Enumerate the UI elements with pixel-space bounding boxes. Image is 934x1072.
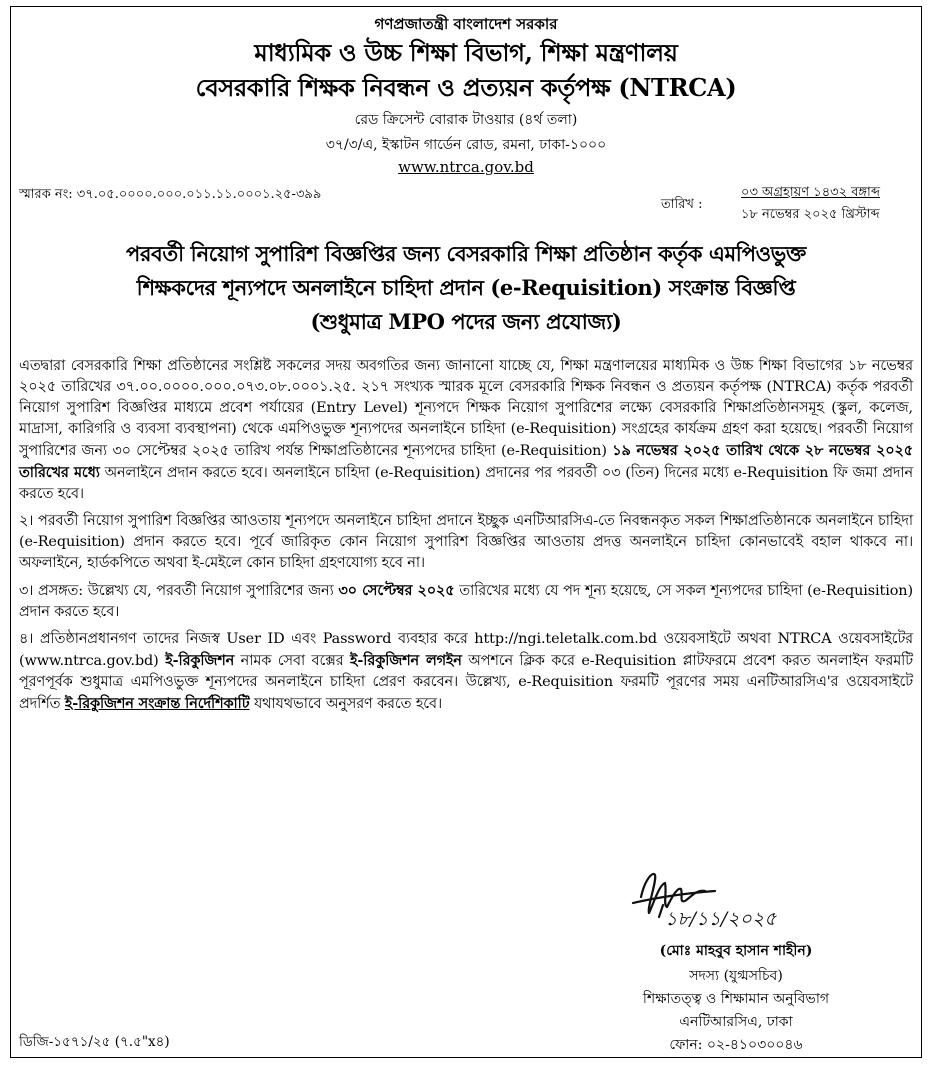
paragraph-1 bbox=[19, 356, 913, 505]
signatory-designation: সদস্য (যুগ্মসচিব) bbox=[689, 968, 783, 984]
signatory-office: এনটিআরসিএ, ঢাকা bbox=[679, 1014, 793, 1030]
paragraph-3-date: ৩০ সেপ্টেম্বর ২০২৫ bbox=[338, 582, 455, 599]
memo-number: স্মারক নং: ৩৭.০৫.০০০০.০০০.০১১.১১.০০০১.২৫-৩৯৯ bbox=[19, 187, 322, 202]
paragraph-1-text-a: এতদ্বারা বেসরকারি শিক্ষা প্রতিষ্ঠানের সংশ্লিষ্ট সকলের সদয় অবগতির জন্য জানানো যাচ্ছে যে, শিক্ষা মন্ত্রণালয়ের মাধ্যমিক ও উচ্চ শিক্ষা বিভাগের ১৮ নভেম্বর ২০২৫ তারিখের ৩৭.০০.০০০০.০০০.০৭৩.০৮.০০০১.২৫. ২১৭ সংখ্যক স্মারক মূলে বেসরকারি শিক্ষক নিবন্ধন ও প্রত্যয়ন কর্তৃপক্ষ (NTRCA) কর্তৃক পরবর্তী নিয়োগ সুপারিশ বিজ্ঞপ্তির মাধ্যমে প্রবেশ পর্যায়ের (Entry Level) শূন্যপদে শিক্ষক নিয়োগ সুপারিশের লক্ষ্যে বেসরকারি শিক্ষাপ্রতিষ্ঠানসমূহ (স্কুল, কলেজ, মাদ্রাসা, কারিগরি ও ব্যবসা ব্যবস্থাপনা) থেকে এমপিওভুক্ত শূন্যপদের অনলাইনে চাহিদা (e-Requisition) সংগ্রহের কার্যক্রম গ্রহণ করা হয়েছে। পরবর্তী নিয়োগ সুপারিশের জন্য ৩০ সেপ্টেম্বর ২০২৫ তারিখ পর্যন্ত শিক্ষাপ্রতিষ্ঠানের শূন্যপদের চাহিদা (e-Requisition) bbox=[19, 358, 913, 459]
title-line-2: শিক্ষকদের শূন্যপদে অনলাইনে চাহিদা প্রদান (e-Requisition) সংক্রান্ত বিজ্ঞপ্তি bbox=[136, 275, 796, 300]
date-bangla: ০৩ অগ্রহায়ণ ১৪৩২ বঙ্গাব্দ bbox=[741, 185, 880, 200]
organization-name: বেসরকারি শিক্ষক নিবন্ধন ও প্রত্যয়ন কর্তৃপক্ষ (NTRCA) bbox=[195, 73, 737, 102]
address-line-2: ৩৭/৩/এ, ইস্কাটন গার্ডেন রোড, রমনা, ঢাকা-১০০০ bbox=[325, 137, 607, 153]
paragraph-2: ২। পরবর্তী নিয়োগ সুপারিশ বিজ্ঞপ্তির আওতায় শূন্যপদে অনলাইনে চাহিদা প্রদানে ইচ্ছুক এনটিআরসিএ-তে নিবন্ধনকৃত সকল শিক্ষাপ্রতিষ্ঠানকে অনলাইনে চাহিদা (e-Requisition) প্রদান করতে হবে। পূর্বে জারিকৃত কোন নিয়োগ সুপারিশ বিজ্ঞপ্তির আওতায় প্রদত্ত অনলাইনে চাহিদা কোনভাবেই বহাল থাকবে না। অফলাইনে, হার্ডকপিতে অথবা ই-মেইলে কোন চাহিদা গ্রহণযোগ্য হবে না। bbox=[19, 513, 913, 571]
paragraph-1-deadline: ১৯ নভেম্বর ২০২৫ তারিখ থেকে ২৮ নভেম্বর ২০২৫ তারিখের মধ্যে bbox=[19, 442, 913, 481]
address-line-1: রেড ক্রিসেন্ট বোরাক টাওয়ার (৪র্থ তলা) bbox=[354, 112, 578, 128]
paragraph-3-text-c: তারিখের মধ্যে যে পদ শূন্য হয়েছে, সে সকল শূন্যপদের চাহিদা (e-Requisition) প্রদান করতে হবে। bbox=[19, 583, 913, 620]
paragraph-4-text-b: নামক সেবা বক্সের bbox=[234, 653, 351, 669]
title-line-3: (শুধুমাত্র MPO পদের জন্য প্রযোজ্য) bbox=[310, 309, 622, 334]
notice-document bbox=[10, 6, 922, 1058]
paragraph-4-guideline: ই-রিকুজিশন সংক্রান্ত নির্দেশিকাটি bbox=[64, 695, 250, 712]
notice-title bbox=[21, 237, 911, 339]
notice-body bbox=[19, 356, 913, 721]
signatory-phone: ফোন: ০২-৪১০৩০০৪৬ bbox=[669, 1037, 803, 1053]
handwritten-signature bbox=[619, 867, 849, 931]
department-name: মাধ্যমিক ও উচ্চ শিক্ষা বিভাগ, শিক্ষা মন্ত্রণালয় bbox=[254, 38, 678, 67]
signature-date: ১৮/১১/২০২৫ bbox=[665, 908, 777, 930]
paragraph-4-text-a: ৪। প্রতিষ্ঠানপ্রধানগণ তাদের নিজস্ব User ID এবং Password ব্যবহার করে http://ngi.teletalk.com.bd ওয়েবসাইটে অথবা NTRCA ওয়েবসাইটের (www.ntrca.gov.bd) bbox=[19, 631, 913, 669]
website-link[interactable]: www.ntrca.gov.bd bbox=[398, 158, 534, 176]
government-name: গণপ্রজাতন্ত্রী বাংলাদেশ সরকার bbox=[374, 15, 558, 33]
date-label: তারিখ : bbox=[661, 197, 703, 212]
paragraph-4-service-box: ই-রিকুজিশন bbox=[165, 652, 235, 669]
paragraph-4-login-option: ই-রিকুজিশন লগইন bbox=[350, 652, 462, 669]
paragraph-4-text-c: অপশনে ক্লিক করে e-Requisition প্লাটফরমে প্রবেশ করত অনলাইন ফরমটি পূরণপূর্বক শুধুমাত্র এমপিওভুক্ত শূন্যপদের অনলাইনে চাহিদা প্রেরণ করবেন। উল্লেখ্য, e-Requisition ফরমটি পূরণের সময় এনটিআরসিএ'র ওয়েবসাইটে প্রদর্শিত bbox=[19, 653, 913, 712]
website bbox=[11, 158, 921, 176]
signatory-division: শিক্ষাতত্ত্ব ও শিক্ষামান অনুবিভাগ bbox=[642, 991, 830, 1007]
paragraph-4 bbox=[19, 629, 913, 715]
paragraph-1-text-c: অনলাইনে প্রদান করতে হবে। অনলাইনে চাহিদা (e-Requisition) প্রদানের পর পরবর্তী ০৩ (তিন) দিনের মধ্যে e-Requisition ফি জমা প্রদান করতে হবে। bbox=[19, 465, 913, 502]
paragraph-3 bbox=[19, 580, 913, 623]
title-line-1: পরবর্তী নিয়োগ সুপারিশ বিজ্ঞপ্তির জন্য বেসরকারি শিক্ষা প্রতিষ্ঠান কর্তৃক এমপিওভুক্ত bbox=[126, 241, 806, 266]
paragraph-3-text-a: ৩। প্রসঙ্গত: উল্লেখ্য যে, পরবর্তী নিয়োগ সুপারিশের জন্য bbox=[19, 583, 339, 599]
date-gregorian: ১৮ নভেম্বর ২০২৫ খ্রিস্টাব্দ bbox=[741, 207, 880, 222]
paragraph-4-text-d: যথাযথভাবে অনুসরণ করতে হবে। bbox=[249, 696, 443, 712]
signatory-name: (মোঃ মাহবুব হাসান শাহীন) bbox=[659, 943, 813, 959]
dg-code: ডিজি-১৫৭১/২৫ (৭.৫"x৪) bbox=[19, 1034, 170, 1050]
